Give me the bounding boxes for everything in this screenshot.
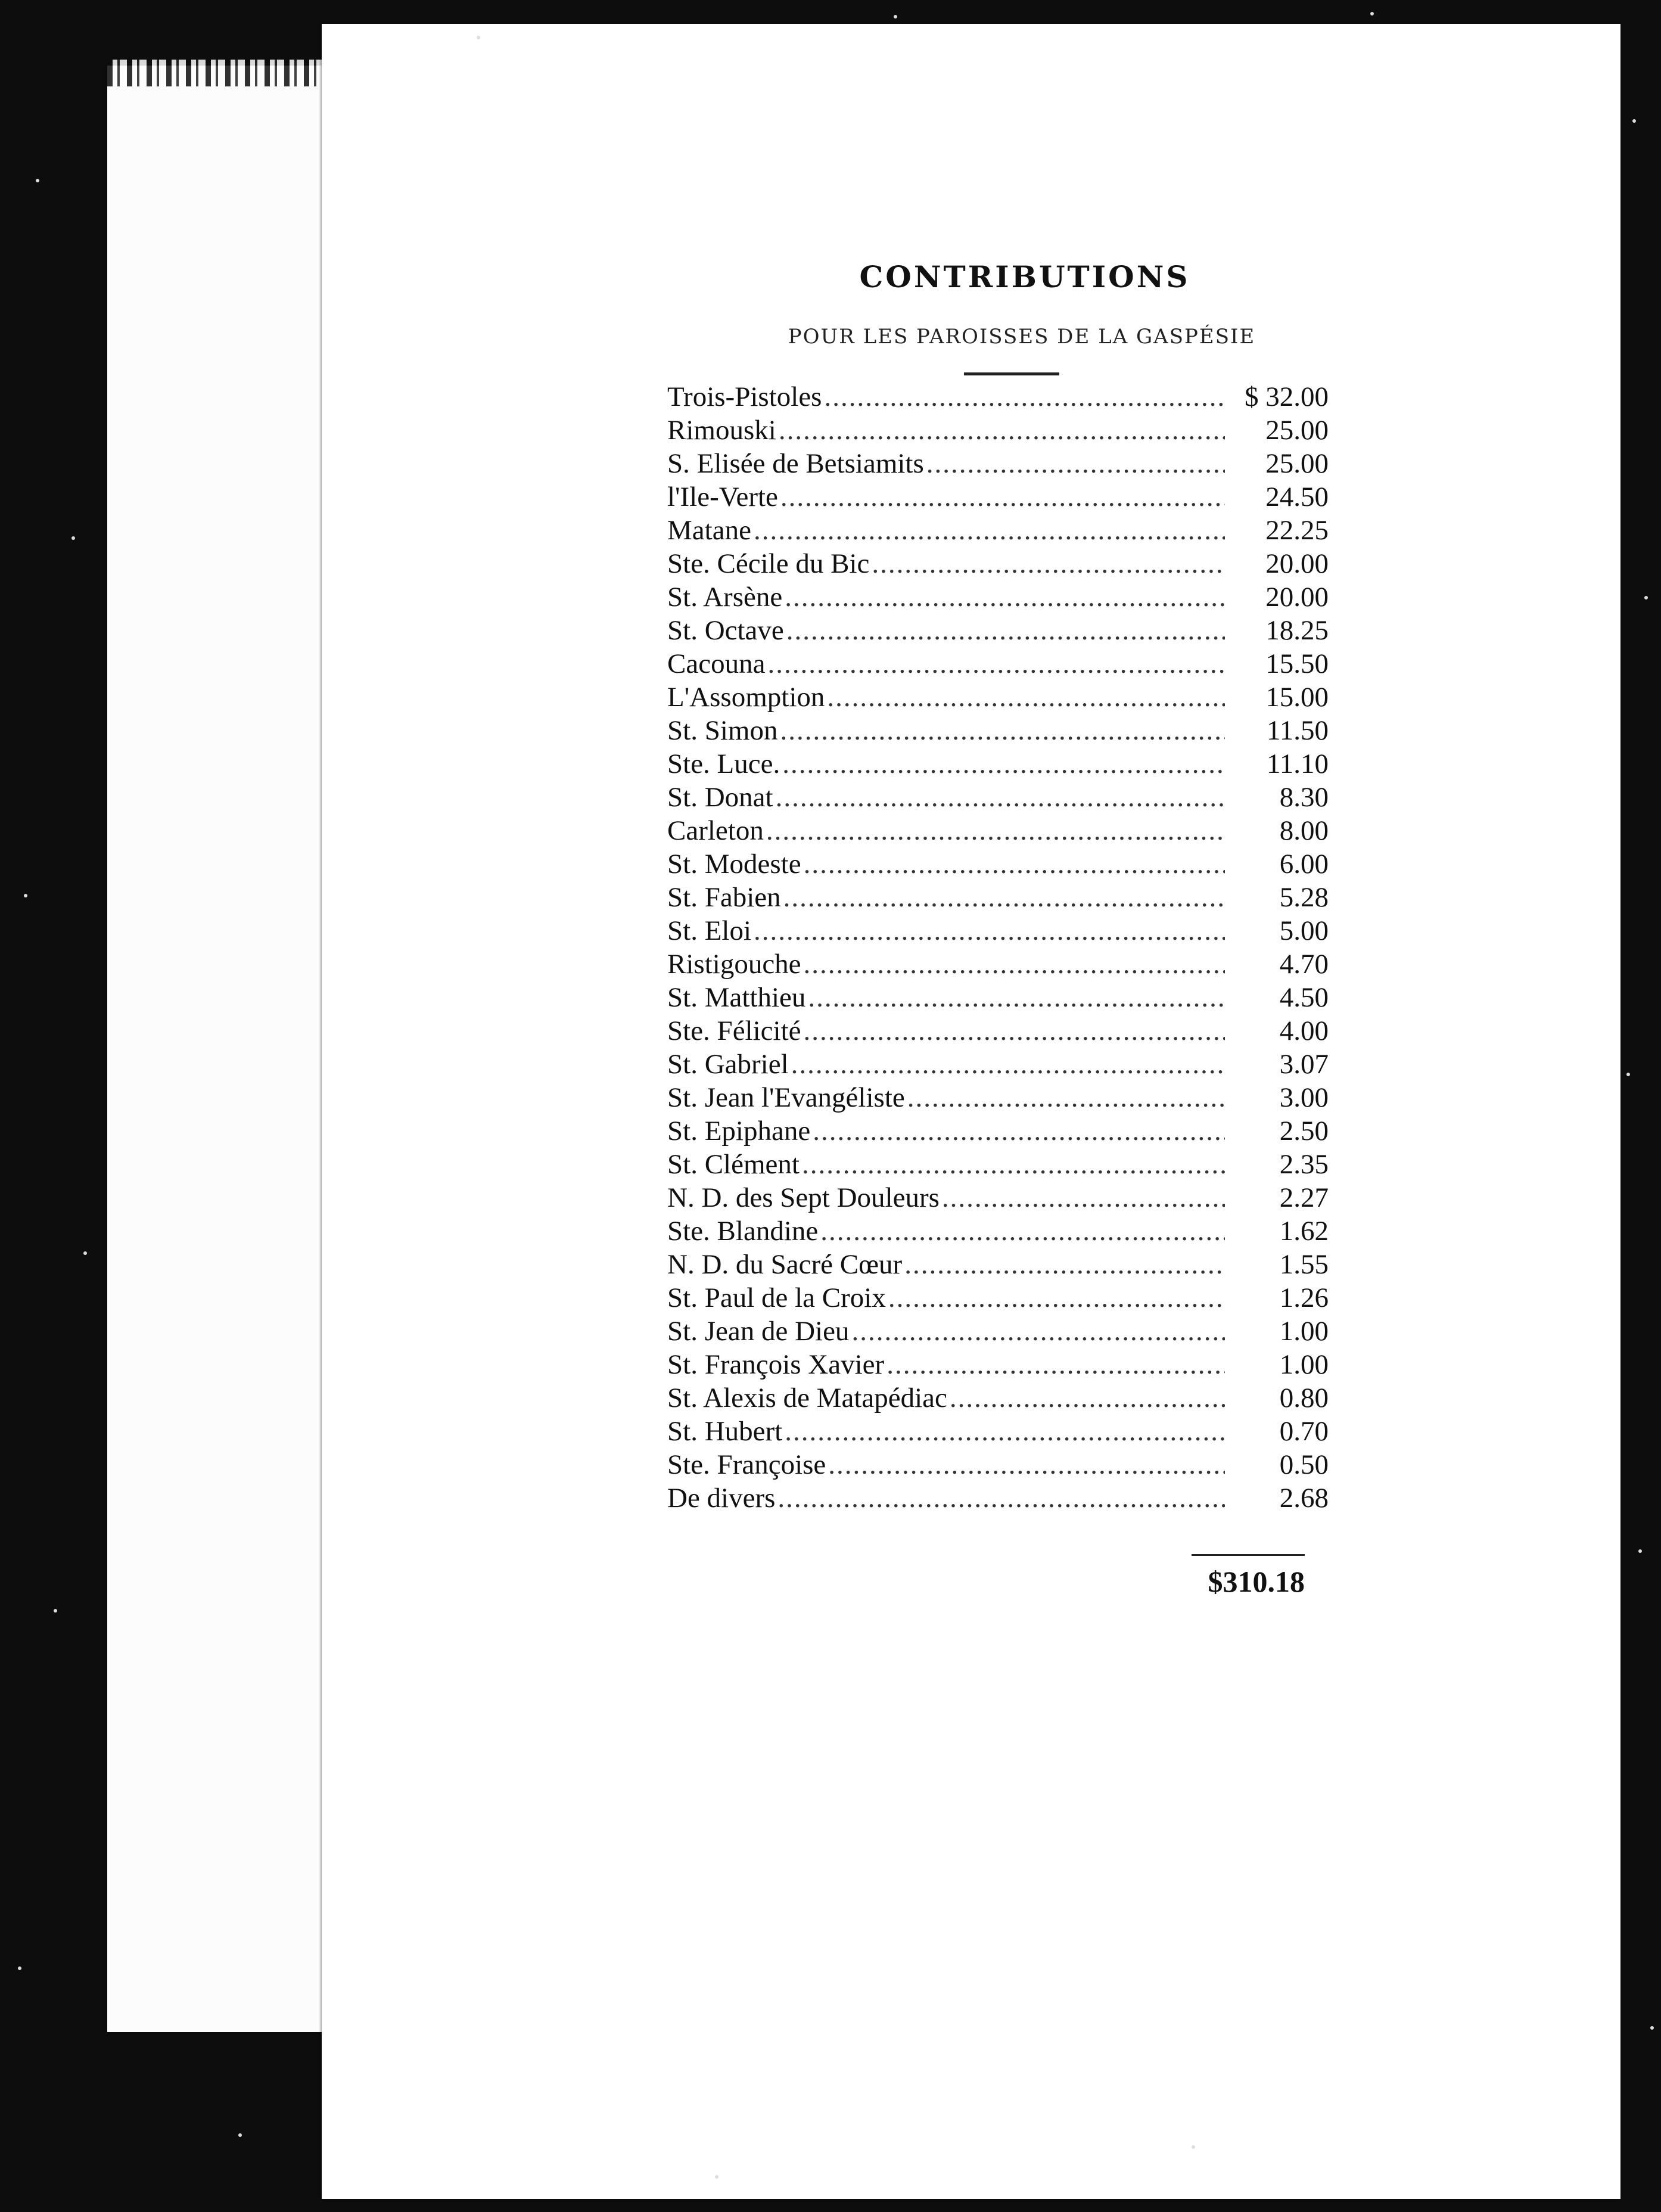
dot-leader: [785, 580, 1225, 614]
dot-leader: [804, 847, 1225, 881]
list-item: [667, 1281, 1329, 1315]
film-speck: [36, 179, 39, 182]
parish-name: St. Gabriel: [667, 1049, 789, 1080]
film-speck: [477, 36, 480, 39]
contribution-amount: 2.27: [1279, 1182, 1329, 1213]
contribution-amount: 0.80: [1279, 1382, 1329, 1413]
film-speck: [24, 894, 27, 897]
dot-leader: [950, 1381, 1225, 1415]
list-item: [667, 1048, 1329, 1081]
dot-leader: [776, 781, 1225, 814]
dot-leader: [782, 747, 1225, 781]
dot-leader: [802, 1148, 1225, 1181]
contribution-amount: 20.00: [1265, 582, 1329, 613]
parish-name: St. Arsène: [667, 582, 783, 613]
list-item: [667, 1381, 1329, 1415]
list-item: [667, 1315, 1329, 1348]
film-speck: [1650, 2026, 1654, 2030]
parish-name: St. Simon: [667, 715, 778, 746]
list-item: [667, 614, 1329, 647]
parish-name: St. Donat: [667, 782, 773, 813]
dot-leader: [804, 947, 1225, 981]
dot-leader: [813, 1114, 1225, 1148]
dot-leader: [754, 514, 1225, 547]
list-item: [667, 1448, 1329, 1481]
contribution-amount: 25.00: [1265, 448, 1329, 479]
dot-leader: [780, 480, 1225, 514]
film-speck: [1638, 1549, 1642, 1553]
parish-name: Ste. Françoise: [667, 1449, 826, 1480]
parish-name: St. Jean l'Evangéliste: [667, 1082, 905, 1113]
parish-name: l'Ile-Verte: [667, 481, 778, 512]
contribution-amount: 4.50: [1279, 982, 1329, 1013]
dot-leader: [777, 1481, 1225, 1515]
contribution-amount: 3.07: [1279, 1049, 1329, 1080]
dot-leader: [820, 1214, 1225, 1248]
parish-name: St. Octave: [667, 615, 784, 646]
parish-name: Ste. Blandine: [667, 1216, 819, 1247]
contribution-amount: 20.00: [1265, 548, 1329, 579]
film-speck: [83, 1251, 87, 1255]
list-item: [667, 847, 1329, 881]
contribution-amount: 8.30: [1279, 782, 1329, 813]
list-item: [667, 1148, 1329, 1181]
parish-name: St. Eloi: [667, 915, 752, 946]
contributions-list: [667, 380, 1329, 1515]
parish-name: Ste. Cécile du Bic: [667, 548, 870, 579]
parish-name: St. Epiphane: [667, 1116, 811, 1147]
dot-leader: [783, 881, 1225, 914]
parish-name: St. Modeste: [667, 849, 801, 880]
contribution-amount: 1.00: [1279, 1316, 1329, 1347]
contribution-amount: 0.70: [1279, 1416, 1329, 1447]
dot-leader: [754, 914, 1225, 947]
film-speck: [238, 2133, 242, 2137]
parish-name: St. Alexis de Matapédiac: [667, 1382, 947, 1413]
parish-name: St. Matthieu: [667, 982, 806, 1013]
parish-name: Ristigouche: [667, 949, 801, 980]
film-speck: [894, 15, 897, 18]
contribution-amount: 1.00: [1279, 1349, 1329, 1380]
dot-leader: [804, 1014, 1225, 1048]
contribution-amount: 15.50: [1265, 648, 1329, 679]
film-speck: [1192, 2145, 1195, 2149]
contribution-amount: 0.50: [1279, 1449, 1329, 1480]
parish-name: St. Hubert: [667, 1416, 783, 1447]
total-rule: [1192, 1554, 1305, 1556]
contribution-amount: 11.10: [1266, 748, 1329, 779]
dot-leader: [887, 1348, 1225, 1381]
dot-leader: [786, 614, 1225, 647]
parish-name: St. Jean de Dieu: [667, 1316, 850, 1347]
parish-name: St. Paul de la Croix: [667, 1282, 886, 1313]
contribution-amount: 1.62: [1279, 1216, 1329, 1247]
dot-leader: [872, 547, 1225, 580]
dot-leader: [785, 1415, 1225, 1448]
film-speck: [715, 2175, 718, 2179]
list-item: [667, 781, 1329, 814]
contribution-amount: 4.70: [1279, 949, 1329, 980]
contribution-amount: 2.35: [1279, 1149, 1329, 1180]
list-item: [667, 514, 1329, 547]
total-amount: $310.18: [1208, 1565, 1305, 1598]
list-item: [667, 881, 1329, 914]
contribution-amount: 18.25: [1265, 615, 1329, 646]
list-item: [667, 414, 1329, 447]
list-item: [667, 1248, 1329, 1281]
contribution-amount: 15.00: [1265, 682, 1329, 713]
dot-leader: [766, 814, 1225, 847]
contribution-amount: 11.50: [1266, 715, 1329, 746]
contribution-amount: 3.00: [1279, 1082, 1329, 1113]
list-item: [667, 480, 1329, 514]
parish-name: L'Assomption: [667, 682, 825, 713]
film-speck: [54, 1609, 57, 1613]
list-item: [667, 747, 1329, 781]
dot-leader: [791, 1048, 1225, 1081]
contribution-amount: 5.28: [1279, 882, 1329, 913]
contribution-amount: 2.50: [1279, 1116, 1329, 1147]
dot-leader: [827, 681, 1225, 714]
contribution-amount: 22.25: [1265, 515, 1329, 546]
parish-name: St. Fabien: [667, 882, 781, 913]
film-speck: [1626, 1073, 1630, 1076]
parish-name: Trois-Pistoles: [667, 381, 822, 412]
torn-edge: [107, 60, 334, 86]
list-item: [667, 681, 1329, 714]
contribution-amount: 1.55: [1279, 1249, 1329, 1280]
list-item: [667, 1181, 1329, 1214]
dot-leader: [926, 447, 1225, 480]
list-item: [667, 1348, 1329, 1381]
contribution-amount: $ 32.00: [1245, 381, 1329, 412]
contribution-amount: 2.68: [1279, 1483, 1329, 1514]
film-speck: [71, 536, 75, 540]
list-item: [667, 714, 1329, 747]
film-speck: [1370, 12, 1374, 15]
contribution-amount: 25.00: [1265, 415, 1329, 446]
dot-leader: [828, 1448, 1225, 1481]
list-item: [667, 1415, 1329, 1448]
parish-name: Carleton: [667, 815, 764, 846]
parish-name: Matane: [667, 515, 751, 546]
parish-name: N. D. des Sept Douleurs: [667, 1182, 940, 1213]
list-item: [667, 947, 1329, 981]
list-item: [667, 814, 1329, 847]
parish-name: N. D. du Sacré Cœur: [667, 1249, 903, 1280]
page-subtitle: POUR LES PAROISSES DE LA GASPÉSIE: [788, 325, 1256, 349]
list-item: [667, 1481, 1329, 1515]
parish-name: S. Elisée de Betsiamits: [667, 448, 924, 479]
dot-leader: [779, 414, 1225, 447]
parish-name: Cacouna: [667, 648, 766, 679]
parish-name: St. François Xavier: [667, 1349, 885, 1380]
list-item: [667, 1214, 1329, 1248]
list-item: [667, 647, 1329, 681]
film-speck: [18, 1966, 21, 1970]
dot-leader: [888, 1281, 1225, 1315]
list-item: [667, 380, 1329, 414]
dot-leader: [767, 647, 1225, 681]
dot-leader: [780, 714, 1225, 747]
list-item: [667, 981, 1329, 1014]
parish-name: St. Clément: [667, 1149, 800, 1180]
dot-leader: [942, 1181, 1225, 1214]
contribution-amount: 1.26: [1279, 1282, 1329, 1313]
dot-leader: [808, 981, 1225, 1014]
contribution-amount: 5.00: [1279, 915, 1329, 946]
contribution-amount: 24.50: [1265, 481, 1329, 512]
list-item: [667, 547, 1329, 580]
film-speck: [1644, 596, 1648, 599]
parish-name: De divers: [667, 1483, 776, 1514]
film-speck: [1632, 119, 1636, 123]
parish-name: Ste. Félicité: [667, 1015, 801, 1046]
list-item: [667, 580, 1329, 614]
dot-leader: [907, 1081, 1225, 1114]
title-rule: [964, 372, 1059, 375]
list-item: [667, 447, 1329, 480]
list-item: [667, 1114, 1329, 1148]
dot-leader: [904, 1248, 1225, 1281]
contribution-amount: 6.00: [1279, 849, 1329, 880]
contribution-amount: 8.00: [1279, 815, 1329, 846]
list-item: [667, 1014, 1329, 1048]
dot-leader: [851, 1315, 1225, 1348]
page-title: CONTRIBUTIONS: [859, 259, 1190, 294]
list-item: [667, 914, 1329, 947]
parish-name: Rimouski: [667, 415, 776, 446]
dot-leader: [824, 380, 1225, 414]
list-item: [667, 1081, 1329, 1114]
parish-name: Ste. Luce.: [667, 748, 780, 779]
contribution-amount: 4.00: [1279, 1015, 1329, 1046]
